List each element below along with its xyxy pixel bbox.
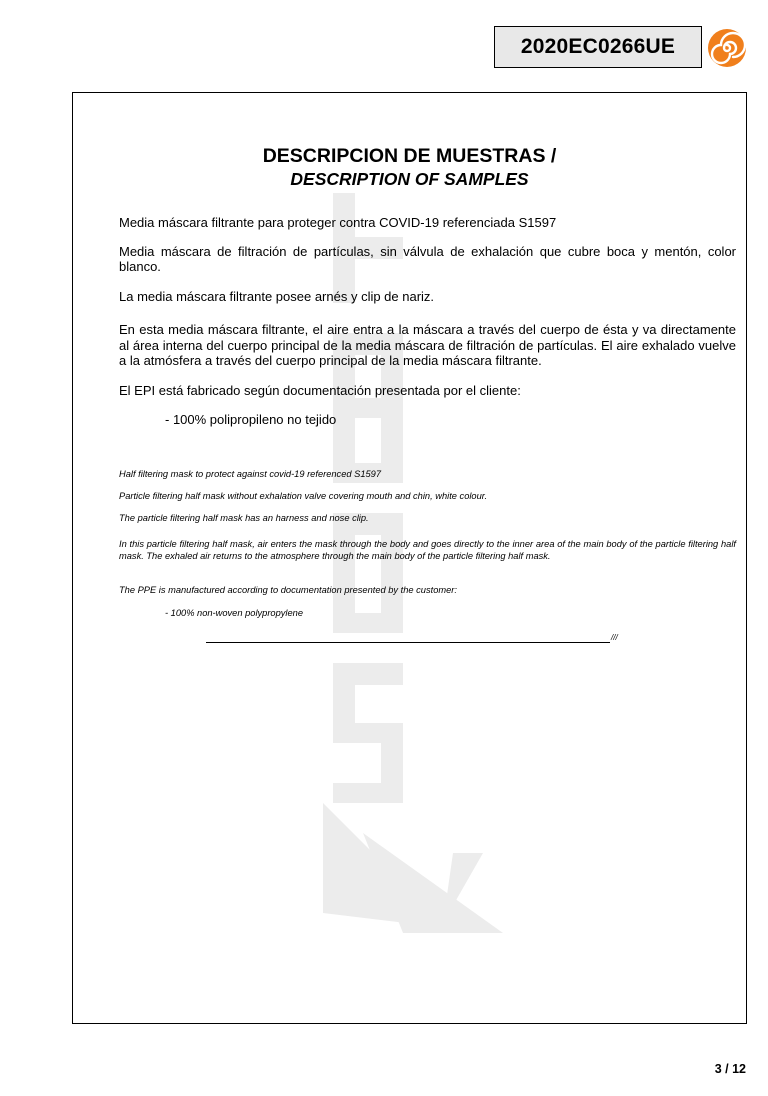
- page-number: 3 / 12: [714, 1062, 746, 1076]
- es-material-item: - 100% polipropileno no tejido: [165, 412, 337, 427]
- title-spanish: DESCRIPCION DE MUESTRAS /: [262, 145, 557, 167]
- es-paragraph-2: Media máscara de filtración de partículas, sin válvula de exhalación que cubre boca y mentón, color blanco.: [119, 243, 736, 274]
- en-paragraph-4: In this particle filtering half mask, air enters the mask through the body and goes directly to the inner area of the main body of the particle filtering half mask. The exhaled air returns to the atmosphere through the main body of the particle filtering half mask.: [119, 538, 736, 561]
- report-number: 2020EC0266UE: [520, 35, 676, 58]
- sample-description: [119, 215, 736, 647]
- document-frame: [72, 92, 747, 1024]
- spiral-logo-icon: [707, 28, 747, 68]
- title-english: DESCRIPTION OF SAMPLES: [290, 169, 529, 189]
- end-rule: [206, 642, 610, 643]
- en-paragraph-1: Half filtering mask to protect against covid-19 referenced S1597: [119, 468, 382, 479]
- spanish-description: [119, 215, 736, 428]
- english-description: [119, 468, 736, 647]
- end-of-section-line: [119, 633, 736, 647]
- page-title: [73, 145, 746, 191]
- es-paragraph-3: La media máscara filtrante posee arnés y clip de nariz.: [119, 288, 435, 304]
- en-paragraph-2: Particle filtering half mask without exhalation valve covering mouth and chin, white colour.: [119, 490, 488, 501]
- es-paragraph-1: Media máscara filtrante para proteger contra COVID-19 referenciada S1597: [119, 215, 557, 230]
- es-paragraph-4: En esta media máscara filtrante, el aire entra a la máscara a través del cuerpo de ésta y va directamente al área interna del cuerpo principal de la media máscara de filtración de partículas. El aire exhalado vuelve a la atmósfera a través del cuerpo principal de la media máscara filtrante.: [119, 322, 736, 368]
- en-material-item: - 100% non-woven polypropylene: [165, 607, 303, 618]
- en-paragraph-3: The particle filtering half mask has an harness and nose clip.: [119, 512, 369, 523]
- es-paragraph-5: El EPI está fabricado según documentación presentada por el cliente:: [119, 382, 521, 398]
- report-number-box: [494, 26, 702, 68]
- en-paragraph-5: The PPE is manufactured according to documentation presented by the customer:: [119, 584, 457, 595]
- end-marker: ///: [611, 632, 618, 642]
